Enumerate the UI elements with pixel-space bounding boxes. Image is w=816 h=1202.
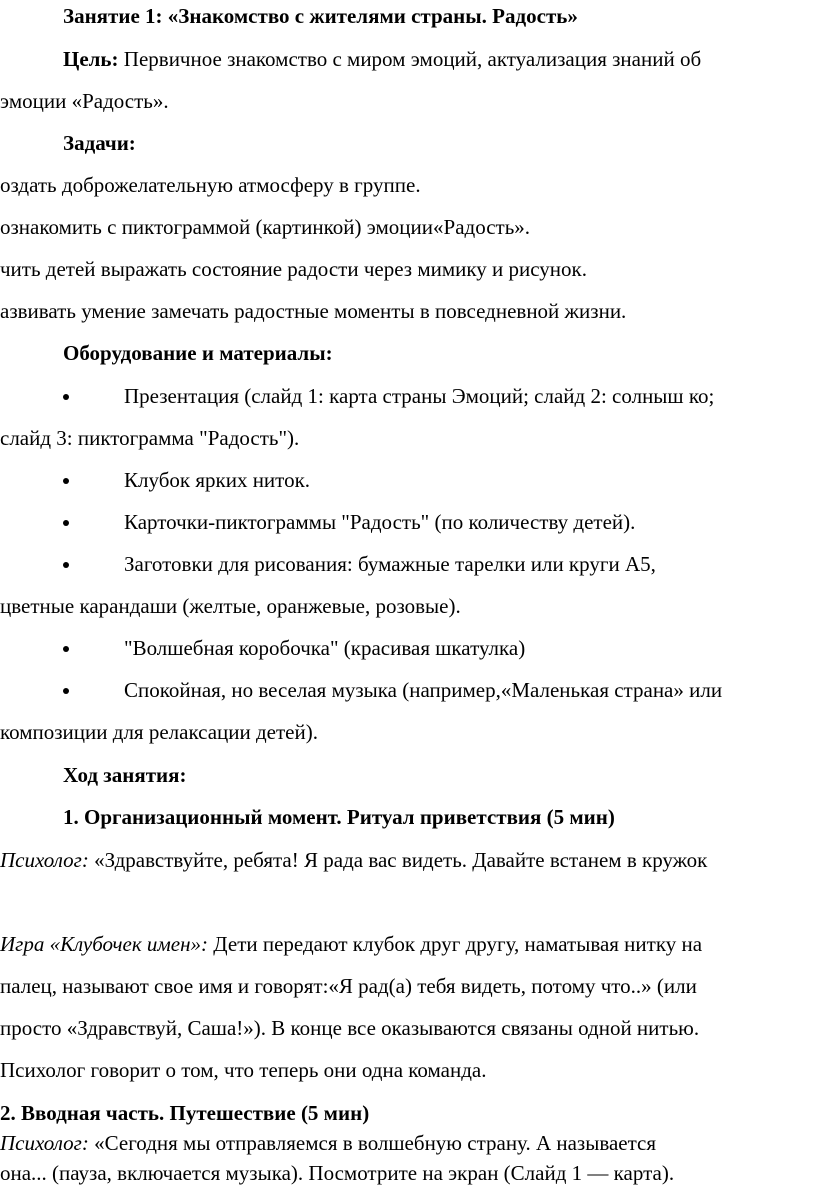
equipment-item-continued: композиции для релаксации детей). <box>0 720 318 744</box>
game-text: Дети передают клубок друг другу, наматывая нитку на <box>208 932 703 956</box>
page-title: Занятие 1: «Знакомство с жителями страны. Радость» <box>63 4 578 28</box>
bullet-icon <box>63 562 69 568</box>
game-line-1 <box>0 931 816 957</box>
equipment-item: Презентация (слайд 1: карта страны Эмоций; слайд 2: солныш ко; <box>124 384 715 408</box>
task-item: азвивать умение замечать радостные моменты в повседневной жизни. <box>0 299 627 323</box>
equipment-item: Клубок ярких ниток. <box>124 468 311 492</box>
equipment-item-continued: цветные карандаши (желтые, оранжевые, розовые). <box>0 594 461 618</box>
equipment-heading: Оборудование и материалы: <box>63 341 333 365</box>
goal-label: Цель: <box>63 47 119 71</box>
task-item: ознакомить с пиктограммой (картинкой) эмоции«Радость». <box>0 215 531 239</box>
lesson-heading: Ход занятия: <box>63 763 187 787</box>
section-2-speech-line-2: она... (пауза, включается музыка). Посмотрите на экран (Слайд 1 — карта). <box>0 1161 675 1185</box>
bullet-icon <box>63 520 69 526</box>
task-item: оздать доброжелательную атмосферу в группе. <box>0 173 421 197</box>
section-1-heading: 1. Организационный момент. Ритуал приветствия (5 мин) <box>63 805 615 829</box>
section-2-speech-line-1 <box>0 1130 816 1156</box>
bullet-icon <box>63 394 69 400</box>
equipment-item-continued: слайд 3: пиктограмма "Радость"). <box>0 426 300 450</box>
section-2-heading: 2. Вводная часть. Путешествие (5 мин) <box>0 1101 370 1125</box>
game-line-2: палец, называют свое имя и говорят:«Я рад(а) тебя видеть, потому что..» (или <box>0 974 697 998</box>
bullet-icon <box>63 646 69 652</box>
goal-line-1 <box>63 46 816 72</box>
game-line-3: просто «Здравствуй, Саша!»). В конце все оказываются связаны одной нитью. <box>0 1016 700 1040</box>
equipment-item: Карточки-пиктограммы "Радость" (по количеству детей). <box>124 510 636 534</box>
tasks-heading: Задачи: <box>63 131 136 155</box>
equipment-item: Спокойная, но веселая музыка (например,«Маленькая страна» или <box>124 678 723 702</box>
section-1-speech-line-1 <box>0 847 816 873</box>
speech-text: «Сегодня мы отправляемся в волшебную страну. А называется <box>88 1131 657 1155</box>
speech-text: «Здравствуйте, ребята! Я рада вас видеть. Давайте встанем в кружок <box>88 848 708 872</box>
goal-text: Первичное знакомство с миром эмоций, актуализация знаний об <box>118 47 702 71</box>
game-label: Игра «Клубочек имен»: <box>0 932 209 956</box>
speaker-label: Психолог: <box>0 848 89 872</box>
bullet-icon <box>63 688 69 694</box>
game-line-4: Психолог говорит о том, что теперь они одна команда. <box>0 1058 487 1082</box>
equipment-item: Заготовки для рисования: бумажные тарелки или круги А5, <box>124 552 656 576</box>
task-item: чить детей выражать состояние радости через мимику и рисунок. <box>0 257 587 281</box>
goal-line-2: эмоции «Радость». <box>0 89 169 113</box>
bullet-icon <box>63 478 69 484</box>
speaker-label: Психолог: <box>0 1131 89 1155</box>
equipment-item: "Волшебная коробочка" (красивая шкатулка) <box>124 636 526 660</box>
